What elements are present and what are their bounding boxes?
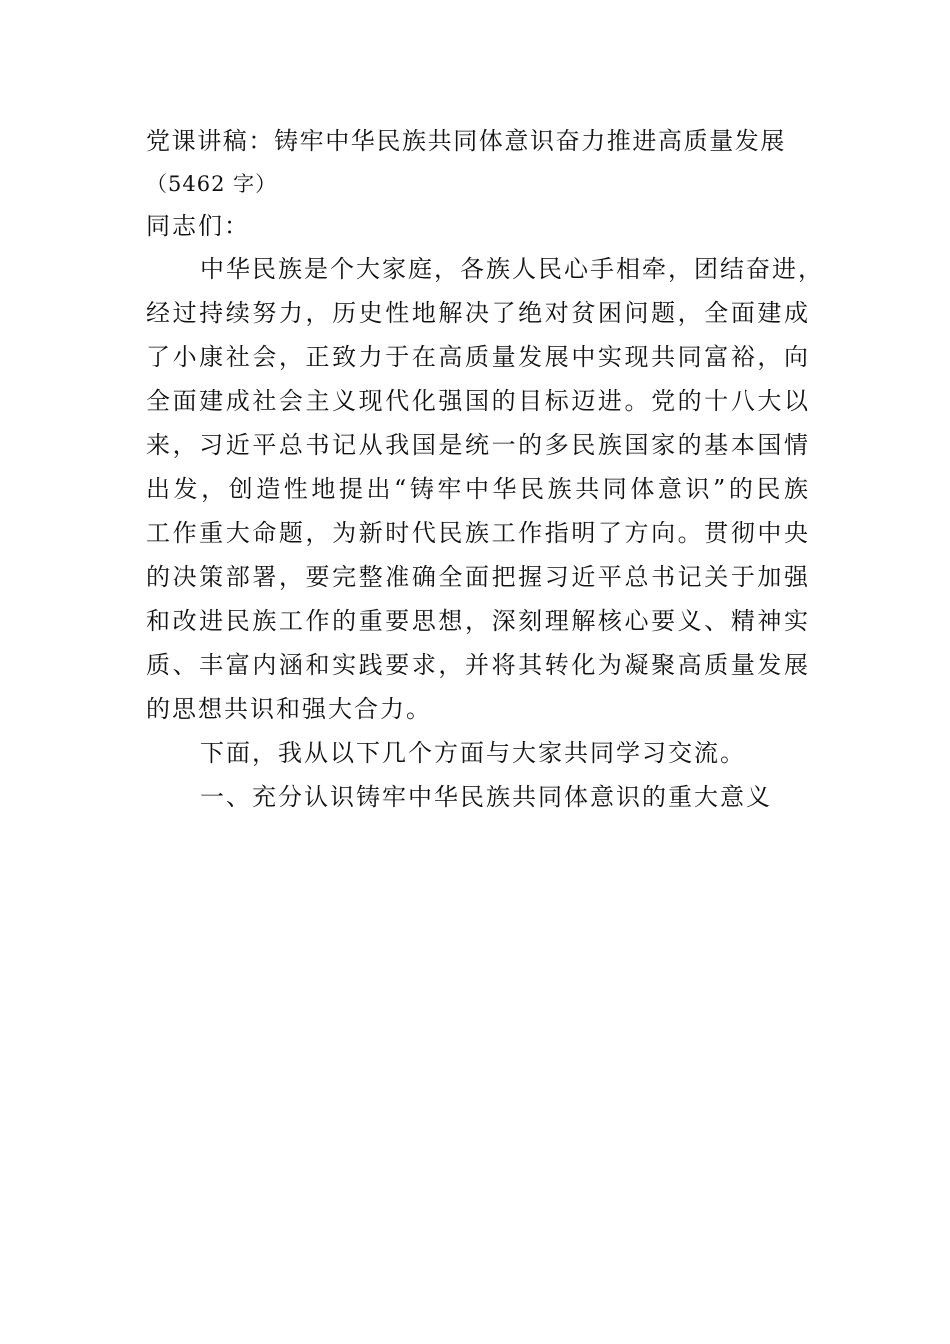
paragraph-line: 出发，创造性地提出“铸牢中华民族共同体意识”的民族: [146, 475, 810, 503]
paragraph-line: 的思想共识和强大合力。: [146, 695, 432, 723]
paragraph-line: 来，习近平总书记从我国是统一的多民族国家的基本国情: [146, 431, 810, 459]
paragraph-line: 中华民族是个大家庭，各族人民心手相牵，团结奋进，: [200, 255, 824, 283]
paragraph-transition: 下面，我从以下几个方面与大家共同学习交流。: [200, 739, 746, 767]
document-title: 党课讲稿：铸牢中华民族共同体意识奋力推进高质量发展: [146, 127, 786, 155]
word-count: （5462 字）: [146, 172, 278, 196]
paragraph-line: 工作重大命题，为新时代民族工作指明了方向。贯彻中央: [146, 519, 810, 547]
paragraph-line: 了小康社会，正致力于在高质量发展中实现共同富裕，向: [146, 343, 810, 371]
paragraph-line: 经过持续努力，历史性地解决了绝对贫困问题，全面建成: [146, 299, 810, 327]
paragraph-line: 的决策部署，要完整准确全面把握习近平总书记关于加强: [146, 563, 810, 591]
paragraph-intro: [146, 247, 824, 731]
section-heading: 一、充分认识铸牢中华民族共同体意识的重大意义: [200, 783, 772, 811]
paragraph-line: 质、丰富内涵和实践要求，并将其转化为凝聚高质量发展: [146, 651, 810, 679]
paragraph-line: 和改进民族工作的重要思想，深刻理解核心要义、精神实: [146, 607, 810, 635]
greeting: 同志们：: [146, 212, 250, 240]
paragraph-line: 全面建成社会主义现代化强国的目标迈进。党的十八大以: [146, 387, 810, 415]
document-body: [146, 119, 824, 819]
